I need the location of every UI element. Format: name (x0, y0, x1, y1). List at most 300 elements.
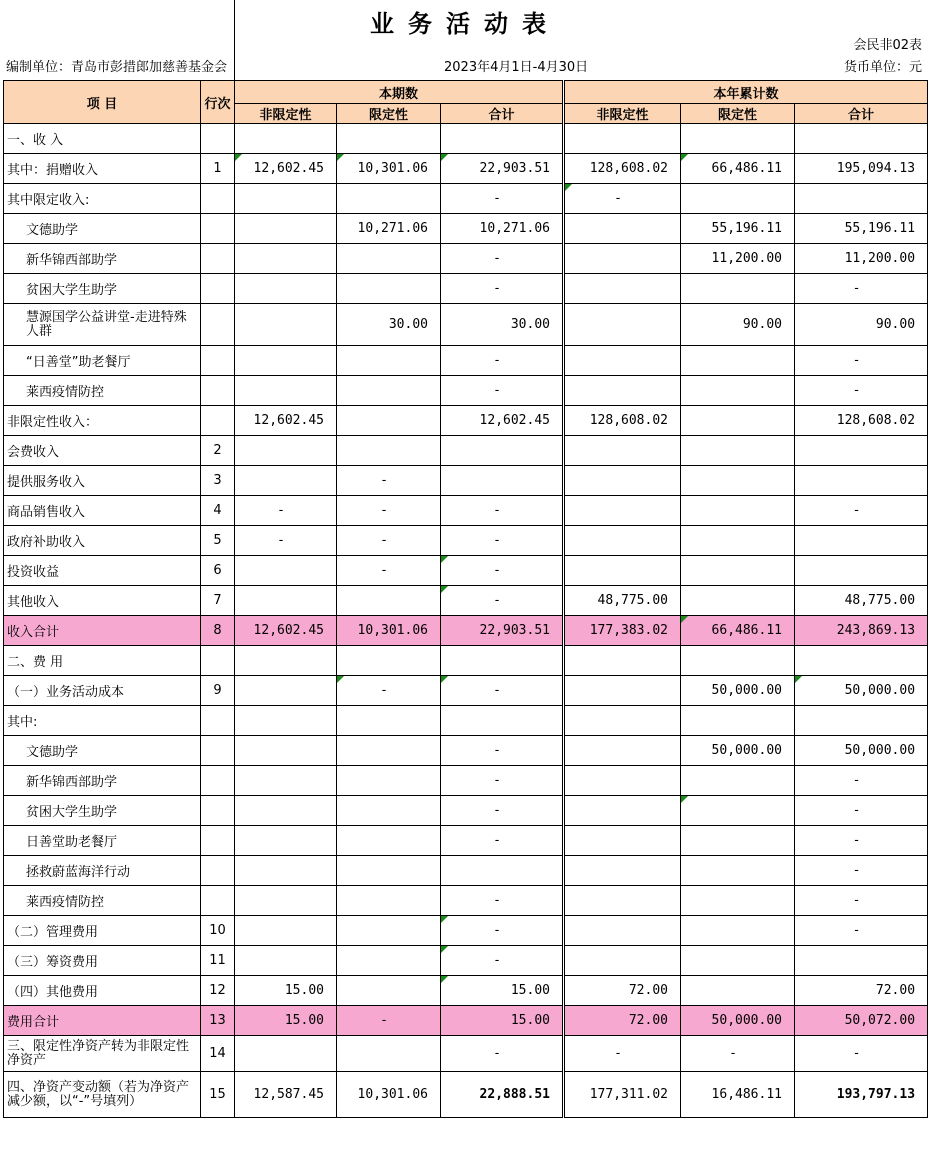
cell-c2: 10,301.06 (337, 154, 441, 184)
cell-c2: - (337, 1006, 441, 1036)
cell-y2 (681, 436, 795, 466)
col-header-ytd-unrestricted: 非限定性 (564, 104, 681, 124)
cell-y1 (564, 856, 681, 886)
row-item-label: 其中：捐赠收入 (4, 154, 201, 184)
cell-y3: - (795, 916, 928, 946)
cell-c3: - (441, 736, 564, 766)
cell-y2: 66,486.11 (681, 154, 795, 184)
cell-c1 (235, 214, 337, 244)
cell-c1 (235, 586, 337, 616)
cell-y3 (795, 466, 928, 496)
row-number: 14 (201, 1036, 235, 1072)
table-row (4, 916, 928, 946)
col-header-current-total: 合计 (441, 104, 564, 124)
col-header-current-restricted: 限定性 (337, 104, 441, 124)
row-number (201, 214, 235, 244)
row-number: 5 (201, 526, 235, 556)
cell-c1 (235, 184, 337, 214)
cell-c1 (235, 1036, 337, 1072)
cell-y2: 50,000.00 (681, 736, 795, 766)
row-item-label: 其他收入 (4, 586, 201, 616)
activity-statement-table (3, 80, 928, 1118)
table-row (4, 376, 928, 406)
cell-y1 (564, 826, 681, 856)
cell-c3: - (441, 916, 564, 946)
cell-c3: - (441, 346, 564, 376)
table-row (4, 856, 928, 886)
cell-y1 (564, 274, 681, 304)
cell-c1 (235, 436, 337, 466)
table-row (4, 466, 928, 496)
cell-y3: 193,797.13 (795, 1072, 928, 1118)
row-item-label: 莱西疫情防控 (4, 886, 201, 916)
cell-y3 (795, 556, 928, 586)
cell-c3: - (441, 766, 564, 796)
cell-y2 (681, 346, 795, 376)
row-number: 1 (201, 154, 235, 184)
cell-c2 (337, 586, 441, 616)
cell-c2 (337, 346, 441, 376)
row-item-label: 投资收益 (4, 556, 201, 586)
cell-c3: 10,271.06 (441, 214, 564, 244)
row-item-label: 政府补助收入 (4, 526, 201, 556)
cell-c3: 22,903.51 (441, 154, 564, 184)
cell-y3: - (795, 496, 928, 526)
cell-c2 (337, 184, 441, 214)
cell-y3: - (795, 886, 928, 916)
row-item-label: 拯救蔚蓝海洋行动 (4, 856, 201, 886)
row-number: 3 (201, 466, 235, 496)
preparing-unit: 编制单位：青岛市彭措郎加慈善基金会 (6, 60, 228, 75)
cell-y3: - (795, 376, 928, 406)
cell-c3: 15.00 (441, 1006, 564, 1036)
cell-c3: - (441, 184, 564, 214)
cell-c2 (337, 886, 441, 916)
table-row (4, 646, 928, 676)
cell-y3: 11,200.00 (795, 244, 928, 274)
cell-c2 (337, 826, 441, 856)
cell-y2: 66,486.11 (681, 616, 795, 646)
cell-y2: 16,486.11 (681, 1072, 795, 1118)
cell-y2 (681, 376, 795, 406)
table-row (4, 526, 928, 556)
table-row (4, 586, 928, 616)
cell-c3: - (441, 886, 564, 916)
table-row (4, 766, 928, 796)
table-row (4, 616, 928, 646)
table-row (4, 706, 928, 736)
cell-c2: 10,271.06 (337, 214, 441, 244)
row-item-label: （二）管理费用 (4, 916, 201, 946)
cell-y3: 195,094.13 (795, 154, 928, 184)
row-number (201, 766, 235, 796)
row-number (201, 736, 235, 766)
cell-y1 (564, 766, 681, 796)
table-row (4, 796, 928, 826)
form-number: 会民非02表 (853, 38, 922, 53)
col-header-current-unrestricted: 非限定性 (235, 104, 337, 124)
cell-c1 (235, 466, 337, 496)
row-item-label: 非限定性收入： (4, 406, 201, 436)
cell-y2 (681, 856, 795, 886)
report-title: 业务活动表 (370, 10, 560, 38)
cell-y1: - (564, 1036, 681, 1072)
row-item-label: 新华锦西部助学 (4, 766, 201, 796)
cell-y3 (795, 946, 928, 976)
table-row (4, 946, 928, 976)
cell-y1 (564, 304, 681, 346)
cell-c1: 15.00 (235, 1006, 337, 1036)
cell-y1 (564, 496, 681, 526)
cell-y3: 128,608.02 (795, 406, 928, 436)
cell-c1 (235, 244, 337, 274)
cell-c3 (441, 646, 564, 676)
cell-y2 (681, 946, 795, 976)
row-number (201, 346, 235, 376)
table-row (4, 244, 928, 274)
cell-c3: - (441, 676, 564, 706)
cell-c2: - (337, 526, 441, 556)
cell-c2 (337, 244, 441, 274)
cell-y2 (681, 766, 795, 796)
row-number (201, 856, 235, 886)
cell-y3 (795, 526, 928, 556)
table-row (4, 1006, 928, 1036)
cell-c2: - (337, 496, 441, 526)
cell-y2 (681, 826, 795, 856)
cell-c3: - (441, 796, 564, 826)
cell-y2: 50,000.00 (681, 676, 795, 706)
cell-y2 (681, 556, 795, 586)
col-header-current-period: 本期数 (235, 81, 564, 104)
row-item-label: （一）业务活动成本 (4, 676, 201, 706)
cell-c2: 30.00 (337, 304, 441, 346)
row-number (201, 376, 235, 406)
cell-y1 (564, 646, 681, 676)
row-item-label: “日善堂”助老餐厅 (4, 346, 201, 376)
cell-y3: 50,000.00 (795, 736, 928, 766)
table-row (4, 214, 928, 244)
row-number (201, 646, 235, 676)
cell-c3: 12,602.45 (441, 406, 564, 436)
cell-y2: 11,200.00 (681, 244, 795, 274)
cell-c2 (337, 946, 441, 976)
cell-y1: 128,608.02 (564, 154, 681, 184)
cell-c3: 22,888.51 (441, 1072, 564, 1118)
row-item-label: 文德助学 (4, 214, 201, 244)
row-number: 11 (201, 946, 235, 976)
row-number: 12 (201, 976, 235, 1006)
cell-c1 (235, 376, 337, 406)
row-number (201, 124, 235, 154)
cell-y1 (564, 556, 681, 586)
row-item-label: 收入合计 (4, 616, 201, 646)
row-number: 7 (201, 586, 235, 616)
cell-y1 (564, 796, 681, 826)
cell-c2 (337, 1036, 441, 1072)
cell-y2 (681, 976, 795, 1006)
cell-c2 (337, 736, 441, 766)
cell-c1 (235, 886, 337, 916)
table-row (4, 976, 928, 1006)
cell-y3: - (795, 274, 928, 304)
cell-y1 (564, 436, 681, 466)
cell-c3: 15.00 (441, 976, 564, 1006)
cell-c1 (235, 304, 337, 346)
cell-y1 (564, 676, 681, 706)
cell-c1 (235, 856, 337, 886)
row-item-label: （四）其他费用 (4, 976, 201, 1006)
cell-y1 (564, 916, 681, 946)
cell-c2 (337, 766, 441, 796)
cell-y2 (681, 586, 795, 616)
cell-y2: - (681, 1036, 795, 1072)
cell-y3 (795, 706, 928, 736)
cell-y2 (681, 706, 795, 736)
row-number (201, 244, 235, 274)
row-item-label: 二、费 用 (4, 646, 201, 676)
cell-c3: - (441, 244, 564, 274)
cell-c2: 10,301.06 (337, 1072, 441, 1118)
table-row (4, 124, 928, 154)
cell-y3 (795, 184, 928, 214)
row-item-label: 贫困大学生助学 (4, 796, 201, 826)
table-row (4, 496, 928, 526)
row-number (201, 796, 235, 826)
table-row (4, 304, 928, 346)
row-number: 15 (201, 1072, 235, 1118)
cell-c3 (441, 466, 564, 496)
report-period: 2023年4月1日-4月30日 (444, 60, 589, 75)
col-header-row-no: 行次 (201, 81, 235, 124)
currency-unit: 货币单位：元 (843, 60, 922, 75)
cell-c1: 12,602.45 (235, 616, 337, 646)
cell-c3: 30.00 (441, 304, 564, 346)
row-item-label: 日善堂助老餐厅 (4, 826, 201, 856)
cell-y1 (564, 526, 681, 556)
cell-c1 (235, 556, 337, 586)
row-item-label: （三）筹资费用 (4, 946, 201, 976)
table-row (4, 556, 928, 586)
cell-c3 (441, 706, 564, 736)
row-number (201, 406, 235, 436)
cell-y1 (564, 736, 681, 766)
row-number (201, 706, 235, 736)
row-number: 8 (201, 616, 235, 646)
cell-c2 (337, 406, 441, 436)
table-row (4, 736, 928, 766)
row-item-label: 其中限定收入: (4, 184, 201, 214)
cell-y1 (564, 376, 681, 406)
table-row (4, 826, 928, 856)
cell-y1 (564, 124, 681, 154)
row-item-label: 提供服务收入 (4, 466, 201, 496)
cell-y3 (795, 124, 928, 154)
cell-y3: 90.00 (795, 304, 928, 346)
cell-y1 (564, 886, 681, 916)
cell-y3: - (795, 856, 928, 886)
cell-y2: 90.00 (681, 304, 795, 346)
table-row (4, 184, 928, 214)
cell-c1 (235, 736, 337, 766)
cell-y3: - (795, 826, 928, 856)
cell-y3: - (795, 1036, 928, 1072)
table-row (4, 346, 928, 376)
cell-c2: - (337, 466, 441, 496)
row-number (201, 826, 235, 856)
cell-y1: 72.00 (564, 1006, 681, 1036)
cell-y2 (681, 796, 795, 826)
cell-c2 (337, 796, 441, 826)
cell-y3: 50,072.00 (795, 1006, 928, 1036)
cell-c2: - (337, 556, 441, 586)
row-item-label: 会费收入 (4, 436, 201, 466)
cell-y2 (681, 496, 795, 526)
cell-c1 (235, 826, 337, 856)
cell-y1: - (564, 184, 681, 214)
cell-c3 (441, 124, 564, 154)
col-header-ytd-total: 合计 (795, 104, 928, 124)
cell-c2 (337, 856, 441, 886)
cell-y1 (564, 946, 681, 976)
row-number: 9 (201, 676, 235, 706)
cell-c3: - (441, 274, 564, 304)
row-number: 13 (201, 1006, 235, 1036)
cell-c1: 12,602.45 (235, 154, 337, 184)
cell-c3: - (441, 556, 564, 586)
cell-y2 (681, 646, 795, 676)
cell-y2 (681, 886, 795, 916)
cell-c3: - (441, 826, 564, 856)
row-number: 4 (201, 496, 235, 526)
table-row (4, 274, 928, 304)
cell-c1 (235, 796, 337, 826)
cell-y1: 48,775.00 (564, 586, 681, 616)
cell-c1 (235, 766, 337, 796)
table-row (4, 676, 928, 706)
cell-c3: - (441, 946, 564, 976)
col-header-ytd-restricted: 限定性 (681, 104, 795, 124)
cell-y1: 72.00 (564, 976, 681, 1006)
cell-c2: - (337, 676, 441, 706)
row-item-label: 文德助学 (4, 736, 201, 766)
cell-c3: - (441, 1036, 564, 1072)
cell-y2 (681, 184, 795, 214)
cell-c1 (235, 706, 337, 736)
cell-c1: - (235, 496, 337, 526)
cell-y1: 177,311.02 (564, 1072, 681, 1118)
cell-c1 (235, 274, 337, 304)
cell-y2: 55,196.11 (681, 214, 795, 244)
cell-y3: - (795, 766, 928, 796)
cell-y2 (681, 274, 795, 304)
cell-y2 (681, 406, 795, 436)
cell-y3: - (795, 346, 928, 376)
row-item-label: 三、限定性净资产转为非限定性净资产 (4, 1036, 201, 1072)
cell-c2 (337, 706, 441, 736)
cell-c3: - (441, 496, 564, 526)
row-number: 10 (201, 916, 235, 946)
cell-c1 (235, 916, 337, 946)
cell-y3: 48,775.00 (795, 586, 928, 616)
row-item-label: 贫困大学生助学 (4, 274, 201, 304)
cell-c3: - (441, 526, 564, 556)
cell-c2 (337, 124, 441, 154)
cell-y2 (681, 916, 795, 946)
cell-y3: 243,869.13 (795, 616, 928, 646)
cell-y1: 177,383.02 (564, 616, 681, 646)
col-header-item: 项 目 (4, 81, 201, 124)
row-item-label: 其中: (4, 706, 201, 736)
row-number: 2 (201, 436, 235, 466)
cell-y3: 55,196.11 (795, 214, 928, 244)
cell-c1: 12,587.45 (235, 1072, 337, 1118)
cell-y2: 50,000.00 (681, 1006, 795, 1036)
row-number (201, 886, 235, 916)
cell-c1 (235, 124, 337, 154)
row-item-label: 四、净资产变动额（若为净资产减少额，以“-”号填列） (4, 1072, 201, 1118)
row-number (201, 184, 235, 214)
cell-y3: 50,000.00 (795, 676, 928, 706)
row-number: 6 (201, 556, 235, 586)
row-number (201, 274, 235, 304)
cell-y2 (681, 124, 795, 154)
cell-y1 (564, 244, 681, 274)
row-item-label: 新华锦西部助学 (4, 244, 201, 274)
row-item-label: 莱西疫情防控 (4, 376, 201, 406)
table-row (4, 1072, 928, 1118)
cell-c1 (235, 646, 337, 676)
cell-y3: - (795, 796, 928, 826)
table-row (4, 436, 928, 466)
cell-c1: 15.00 (235, 976, 337, 1006)
table-row (4, 154, 928, 184)
cell-c3 (441, 436, 564, 466)
row-number (201, 304, 235, 346)
cell-c2 (337, 646, 441, 676)
table-row (4, 886, 928, 916)
cell-c2 (337, 376, 441, 406)
cell-c3 (441, 856, 564, 886)
cell-c3: - (441, 586, 564, 616)
row-item-label: 费用合计 (4, 1006, 201, 1036)
cell-c3: 22,903.51 (441, 616, 564, 646)
cell-y1 (564, 214, 681, 244)
cell-c2: 10,301.06 (337, 616, 441, 646)
cell-c1 (235, 346, 337, 376)
cell-y2 (681, 526, 795, 556)
table-row (4, 1036, 928, 1072)
table-row (4, 406, 928, 436)
cell-y3 (795, 436, 928, 466)
cell-c1 (235, 946, 337, 976)
cell-y1 (564, 346, 681, 376)
cell-y3: 72.00 (795, 976, 928, 1006)
cell-y2 (681, 466, 795, 496)
cell-c2 (337, 436, 441, 466)
row-item-label: 慧源国学公益讲堂-走进特殊人群 (4, 304, 201, 346)
col-header-ytd: 本年累计数 (564, 81, 928, 104)
cell-c2 (337, 274, 441, 304)
row-item-label: 一、收 入 (4, 124, 201, 154)
cell-y1 (564, 466, 681, 496)
cell-c2 (337, 976, 441, 1006)
cell-y1: 128,608.02 (564, 406, 681, 436)
cell-c1: 12,602.45 (235, 406, 337, 436)
cell-c3: - (441, 376, 564, 406)
cell-c1: - (235, 526, 337, 556)
row-item-label: 商品销售收入 (4, 496, 201, 526)
